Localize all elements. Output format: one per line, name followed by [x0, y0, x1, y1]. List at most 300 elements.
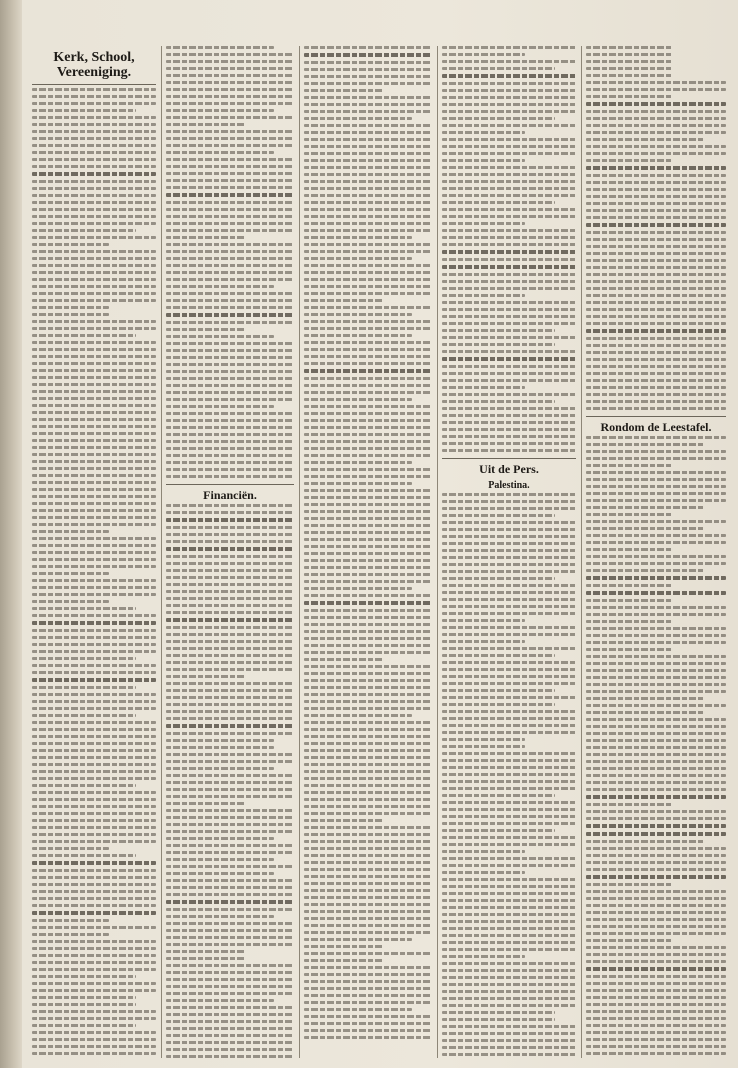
text-line: [304, 601, 432, 605]
text-line: [586, 897, 726, 900]
text-line: [166, 236, 245, 239]
text-line: [304, 524, 432, 527]
text-line: [442, 1025, 576, 1028]
text-line: [32, 495, 156, 498]
text-line: [32, 1017, 156, 1020]
text-line: [442, 336, 576, 339]
text-line: [304, 917, 432, 920]
text-line: [32, 187, 156, 190]
text-line: [586, 760, 726, 763]
text-line: [586, 739, 726, 742]
text-line: [166, 802, 245, 805]
text-line: [586, 315, 726, 318]
text-line: [442, 222, 525, 225]
text-line: [166, 957, 245, 960]
text-line: [166, 633, 294, 636]
text-line: [166, 816, 294, 819]
text-line: [586, 534, 726, 537]
text-line: [442, 1018, 555, 1021]
text-line: [586, 358, 726, 361]
text-line: [586, 890, 726, 893]
text-line: [32, 109, 136, 112]
text-line: [586, 1045, 726, 1048]
text-line: [32, 411, 156, 414]
text-line: [442, 563, 576, 566]
text-line: [32, 397, 156, 400]
text-line: [32, 488, 156, 491]
text-line: [586, 569, 704, 572]
text-line: [32, 565, 156, 568]
text-line: [442, 74, 576, 78]
text-line: [166, 682, 294, 685]
text-line: [442, 67, 555, 70]
text-line: [442, 717, 576, 720]
text-line: [442, 997, 576, 1000]
text-line: [166, 208, 294, 211]
text-line: [586, 337, 726, 340]
text-line: [32, 812, 156, 815]
text-line: [32, 629, 156, 632]
text-line: [442, 493, 576, 496]
text-line: [166, 321, 294, 324]
text-line: [166, 193, 294, 197]
text-line: [166, 144, 294, 147]
text-line: [304, 362, 432, 365]
text-line: [166, 547, 294, 551]
text-line: [166, 999, 274, 1002]
text-line: [304, 651, 432, 654]
text-line: [442, 843, 576, 846]
text-line: [586, 74, 673, 77]
text-line: [304, 482, 412, 485]
text-line: [166, 533, 294, 536]
text-line: [32, 1031, 156, 1034]
text-line: [586, 195, 726, 198]
text-block: [442, 46, 576, 452]
text-line: [586, 231, 726, 234]
text-line: [166, 67, 294, 70]
text-line: [166, 576, 294, 579]
text-line: [442, 400, 555, 403]
text-line: [304, 369, 432, 373]
text-line: [442, 703, 555, 706]
text-line: [32, 271, 156, 274]
text-line: [166, 922, 294, 925]
text-line: [586, 379, 726, 382]
text-line: [442, 258, 576, 261]
text-line: [32, 208, 156, 211]
text-line: [32, 636, 156, 639]
text-line: [442, 265, 576, 269]
text-line: [32, 954, 156, 957]
text-line: [442, 301, 576, 304]
text-line: [586, 810, 726, 813]
text-line: [166, 109, 274, 112]
text-line: [442, 808, 576, 811]
text-line: [586, 781, 726, 784]
text-line: [586, 996, 726, 999]
text-line: [166, 809, 294, 812]
text-line: [442, 983, 576, 986]
text-line: [442, 329, 555, 332]
text-line: [166, 597, 294, 600]
text-line: [166, 342, 294, 345]
text-line: [32, 840, 156, 843]
text-line: [586, 795, 726, 799]
text-line: [166, 985, 294, 988]
text-line: [442, 1011, 555, 1014]
text-line: [304, 53, 432, 57]
text-line: [304, 791, 432, 794]
column-5: [586, 46, 726, 1058]
text-line: [304, 412, 432, 415]
text-block: [304, 46, 432, 1039]
text-line: [586, 400, 726, 403]
text-line: [442, 612, 576, 615]
column-3: [304, 46, 432, 1058]
text-line: [442, 1053, 576, 1056]
text-line: [586, 832, 726, 836]
text-line: [442, 322, 576, 325]
text-line: [442, 962, 576, 965]
text-line: [586, 1003, 726, 1006]
text-line: [304, 348, 432, 351]
text-line: [442, 570, 576, 573]
text-line: [32, 791, 156, 794]
text-line: [304, 334, 412, 337]
text-line: [442, 927, 576, 930]
text-line: [442, 941, 576, 944]
text-line: [32, 439, 156, 442]
text-line: [442, 1032, 576, 1035]
text-line: [32, 516, 156, 519]
text-line: [166, 590, 294, 593]
text-line: [586, 541, 726, 544]
text-line: [442, 920, 576, 923]
text-line: [304, 131, 432, 134]
text-line: [166, 504, 294, 507]
text-line: [166, 717, 294, 720]
text-line: [166, 398, 294, 401]
text-line: [32, 784, 136, 787]
text-line: [586, 457, 726, 460]
text-line: [304, 707, 432, 710]
text-line: [166, 328, 245, 331]
text-line: [442, 759, 576, 762]
text-line: [166, 978, 294, 981]
text-line: [32, 327, 156, 330]
text-line: [304, 665, 432, 668]
text-line: [442, 350, 576, 353]
text-line: [586, 883, 673, 886]
text-line: [32, 467, 156, 470]
text-line: [32, 975, 136, 978]
text-line: [166, 746, 274, 749]
text-line: [586, 982, 726, 985]
text-line: [304, 1022, 432, 1025]
text-line: [166, 640, 294, 643]
text-line: [304, 959, 383, 962]
text-line: [586, 386, 726, 389]
text-line: [586, 774, 726, 777]
text-line: [166, 461, 294, 464]
text-line: [304, 264, 432, 267]
text-line: [586, 238, 726, 241]
text-line: [32, 989, 156, 992]
text-line: [586, 443, 704, 446]
text-line: [586, 301, 726, 304]
text-line: [166, 433, 294, 436]
text-line: [442, 829, 555, 832]
text-line: [586, 181, 726, 184]
text-line: [166, 313, 294, 317]
text-line: [166, 377, 294, 380]
text-line: [32, 686, 136, 689]
text-line: [442, 661, 576, 664]
text-line: [166, 1013, 294, 1016]
text-line: [442, 766, 576, 769]
text-line: [32, 664, 156, 667]
text-line: [166, 74, 294, 77]
text-line: [166, 271, 294, 274]
text-line: [586, 131, 726, 134]
text-line: [586, 676, 726, 679]
text-line: [586, 1031, 726, 1034]
text-line: [586, 46, 673, 49]
text-line: [442, 556, 576, 559]
text-line: [586, 344, 726, 347]
text-line: [166, 781, 294, 784]
text-line: [442, 414, 576, 417]
text-line: [166, 88, 294, 91]
text-line: [586, 634, 726, 637]
text-line: [32, 714, 136, 717]
text-line: [32, 763, 156, 766]
text-line: [442, 343, 555, 346]
text-line: [586, 478, 726, 481]
text-line: [32, 362, 156, 365]
text-line: [32, 621, 156, 625]
column-rule: [581, 46, 582, 1058]
text-line: [32, 671, 156, 674]
text-line: [586, 932, 726, 935]
text-line: [442, 780, 576, 783]
text-line: [32, 600, 109, 603]
text-line: [442, 885, 576, 888]
text-line: [32, 961, 156, 964]
text-line: [586, 753, 726, 756]
text-line: [442, 682, 576, 685]
text-line: [304, 896, 432, 899]
text-line: [166, 454, 294, 457]
text-line: [32, 481, 156, 484]
text-line: [166, 475, 294, 478]
text-line: [304, 903, 432, 906]
text-line: [304, 454, 432, 457]
text-line: [166, 95, 294, 98]
text-line: [32, 861, 156, 865]
text-line: [442, 379, 576, 382]
text-line: [32, 376, 156, 379]
text-line: [32, 756, 156, 759]
text-line: [304, 924, 432, 927]
text-line: [166, 511, 294, 514]
text-line: [586, 53, 673, 56]
text-line: [32, 313, 109, 316]
text-line: [442, 166, 576, 169]
text-line: [166, 865, 294, 868]
text-line: [586, 492, 726, 495]
text-line: [166, 165, 294, 168]
text-line: [586, 294, 726, 297]
text-line: [32, 826, 156, 829]
text-line: [166, 900, 294, 904]
text-line: [304, 419, 432, 422]
text-line: [442, 913, 576, 916]
text-line: [586, 174, 726, 177]
text-line: [304, 847, 432, 850]
text-line: [586, 273, 726, 276]
text-line: [586, 788, 726, 791]
text-line: [442, 407, 576, 410]
text-line: [442, 514, 555, 517]
text-line: [32, 833, 156, 836]
text-line: [304, 728, 432, 731]
text-line: [442, 152, 576, 155]
text-line: [442, 871, 525, 874]
text-line: [32, 320, 156, 323]
text-line: [32, 926, 156, 929]
text-line: [32, 700, 156, 703]
text-line: [586, 527, 704, 530]
text-line: [586, 464, 673, 467]
text-line: [304, 285, 432, 288]
text-line: [304, 868, 432, 871]
text-line: [166, 299, 294, 302]
text-line: [586, 711, 704, 714]
text-line: [442, 850, 525, 853]
text-line: [442, 208, 576, 211]
text-line: [166, 661, 294, 664]
text-line: [304, 630, 432, 633]
text-line: [586, 520, 726, 523]
text-line: [304, 173, 432, 176]
text-line: [32, 369, 156, 372]
text-line: [32, 1045, 156, 1048]
text-line: [586, 627, 726, 630]
text-line: [32, 264, 156, 267]
text-line: [442, 836, 576, 839]
text-line: [166, 1048, 294, 1051]
text-line: [304, 644, 432, 647]
text-line: [166, 130, 294, 133]
text-line: [442, 577, 555, 580]
text-line: [32, 593, 156, 596]
text-line: [442, 584, 576, 587]
text-line: [32, 777, 156, 780]
text-line: [442, 357, 576, 361]
text-line: [32, 348, 156, 351]
text-line: [442, 315, 576, 318]
text-line: [442, 745, 525, 748]
text-line: [586, 67, 673, 70]
text-line: [166, 654, 294, 657]
text-line: [586, 918, 726, 921]
text-line: [304, 292, 432, 295]
text-line: [166, 250, 294, 253]
text-line: [442, 990, 576, 993]
text-line: [304, 152, 432, 155]
text-line: [32, 770, 156, 773]
divider: [166, 484, 294, 485]
text-line: [586, 548, 673, 551]
text-line: [32, 805, 156, 808]
text-line: [442, 421, 576, 424]
text-line: [304, 447, 432, 450]
text-line: [166, 732, 294, 735]
text-line: [586, 259, 726, 262]
text-line: [32, 940, 156, 943]
text-line: [442, 689, 555, 692]
text-line: [586, 138, 704, 141]
text-line: [586, 683, 726, 686]
text-line: [32, 102, 156, 105]
text-line: [442, 1046, 576, 1049]
text-line: [304, 538, 432, 541]
text-line: [166, 696, 294, 699]
text-line: [166, 1055, 294, 1058]
text-line: [304, 980, 432, 983]
text-line: [586, 287, 726, 290]
text-line: [32, 607, 136, 610]
text-line: [166, 356, 294, 359]
text-line: [304, 700, 432, 703]
text-line: [32, 509, 156, 512]
text-line: [304, 987, 432, 990]
text-line: [304, 994, 432, 997]
text-line: [32, 728, 156, 731]
text-line: [166, 426, 294, 429]
text-line: [304, 496, 432, 499]
text-line: [586, 117, 726, 120]
text-line: [304, 721, 432, 724]
text-line: [304, 201, 432, 204]
section-title-rondom-de-leestafel: Rondom de Leestafel.: [600, 420, 712, 434]
text-line: [166, 526, 294, 529]
text-line: [586, 861, 726, 864]
text-line: [586, 911, 726, 914]
text-line: [304, 405, 432, 408]
text-line: [586, 824, 726, 828]
text-line: [32, 693, 156, 696]
text-line: [586, 145, 726, 148]
text-line: [304, 257, 412, 260]
text-line: [304, 784, 432, 787]
text-line: [304, 798, 432, 801]
text-line: [166, 823, 294, 826]
text-line: [586, 718, 726, 721]
text-line: [586, 223, 726, 227]
text-line: [586, 102, 726, 106]
text-line: [304, 594, 432, 597]
text-line: [166, 929, 294, 932]
text-line: [304, 777, 432, 780]
text-line: [442, 507, 576, 510]
text-line: [442, 528, 576, 531]
text-line: [586, 868, 726, 871]
text-line: [32, 735, 156, 738]
text-line: [32, 502, 156, 505]
